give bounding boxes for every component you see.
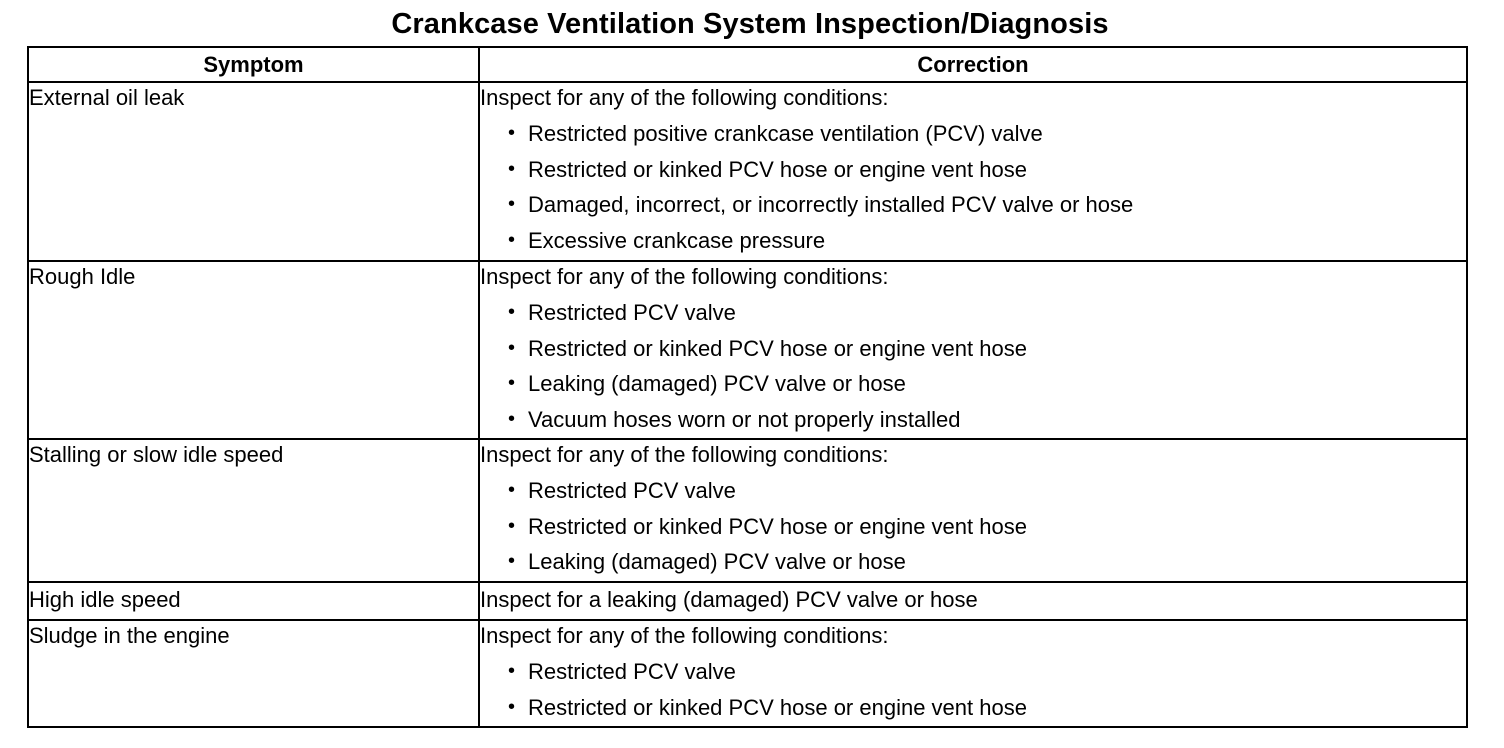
table-row <box>28 620 1467 727</box>
list-item <box>504 223 1466 259</box>
condition-text: Restricted PCV valve <box>528 300 736 325</box>
header-symptom: Symptom <box>28 47 479 82</box>
condition-text: Damaged, incorrect, or incorrectly installed PCV valve or hose <box>528 192 1134 217</box>
correction-lead: Inspect for a leaking (damaged) PCV valve or hose <box>480 587 978 612</box>
condition-list <box>480 473 1466 580</box>
condition-text: Excessive crankcase pressure <box>528 227 826 253</box>
correction-cell <box>479 82 1467 261</box>
list-item <box>504 690 1466 726</box>
table-row <box>28 582 1467 620</box>
correction-cell <box>479 620 1467 727</box>
bullet-icon: • <box>508 193 516 215</box>
bullet-icon: • <box>508 479 516 501</box>
symptom-cell: High idle speed <box>28 582 479 620</box>
condition-text: Restricted or kinked PCV hose or engine vent hose <box>528 156 1027 182</box>
bullet-icon: • <box>508 695 516 718</box>
table-row <box>28 439 1467 582</box>
bullet-icon: • <box>508 550 516 572</box>
list-item <box>504 509 1466 545</box>
condition-list <box>480 295 1466 437</box>
bullet-icon: • <box>508 157 516 180</box>
list-item <box>504 295 1466 331</box>
list-item <box>504 366 1466 402</box>
condition-text: Restricted positive crankcase ventilation (PCV) valve <box>528 121 1043 146</box>
bullet-icon: • <box>508 228 516 251</box>
symptom-cell: External oil leak <box>28 82 479 261</box>
condition-text: Leaking (damaged) PCV valve or hose <box>528 549 906 574</box>
condition-list <box>480 116 1466 258</box>
bullet-icon: • <box>508 122 516 144</box>
condition-text: Restricted or kinked PCV hose or engine vent hose <box>528 513 1027 539</box>
list-item <box>504 544 1466 580</box>
header-correction: Correction <box>479 47 1467 82</box>
correction-lead: Inspect for any of the following conditions: <box>480 85 889 110</box>
table-row <box>28 82 1467 261</box>
symptom-cell: Sludge in the engine <box>28 620 479 727</box>
correction-lead: Inspect for any of the following conditions: <box>480 442 889 467</box>
document-title: Crankcase Ventilation System Inspection/Diagnosis <box>391 8 1109 40</box>
symptom-cell: Stalling or slow idle speed <box>28 439 479 582</box>
list-item <box>504 654 1466 690</box>
correction-cell <box>479 582 1467 620</box>
list-item <box>504 473 1466 509</box>
diagnosis-table <box>27 46 1468 728</box>
list-item <box>504 402 1466 438</box>
condition-text: Vacuum hoses worn or not properly installed <box>528 406 961 432</box>
condition-text: Restricted PCV valve <box>528 659 736 684</box>
correction-cell <box>479 439 1467 582</box>
list-item <box>504 116 1466 152</box>
list-item <box>504 152 1466 188</box>
list-item <box>504 331 1466 367</box>
table-row <box>28 261 1467 439</box>
condition-text: Leaking (damaged) PCV valve or hose <box>528 371 906 396</box>
condition-text: Restricted or kinked PCV hose or engine vent hose <box>528 694 1027 720</box>
bullet-icon: • <box>508 514 516 537</box>
correction-lead: Inspect for any of the following conditions: <box>480 264 889 289</box>
bullet-icon: • <box>508 407 516 430</box>
correction-cell <box>479 261 1467 439</box>
condition-text: Restricted PCV valve <box>528 478 736 503</box>
bullet-icon: • <box>508 660 516 682</box>
bullet-icon: • <box>508 372 516 394</box>
table-header-row <box>28 47 1467 82</box>
correction-lead: Inspect for any of the following conditions: <box>480 623 889 648</box>
condition-list <box>480 654 1466 725</box>
list-item <box>504 187 1466 223</box>
symptom-cell: Rough Idle <box>28 261 479 439</box>
bullet-icon: • <box>508 336 516 359</box>
bullet-icon: • <box>508 301 516 323</box>
condition-text: Restricted or kinked PCV hose or engine vent hose <box>528 335 1027 361</box>
